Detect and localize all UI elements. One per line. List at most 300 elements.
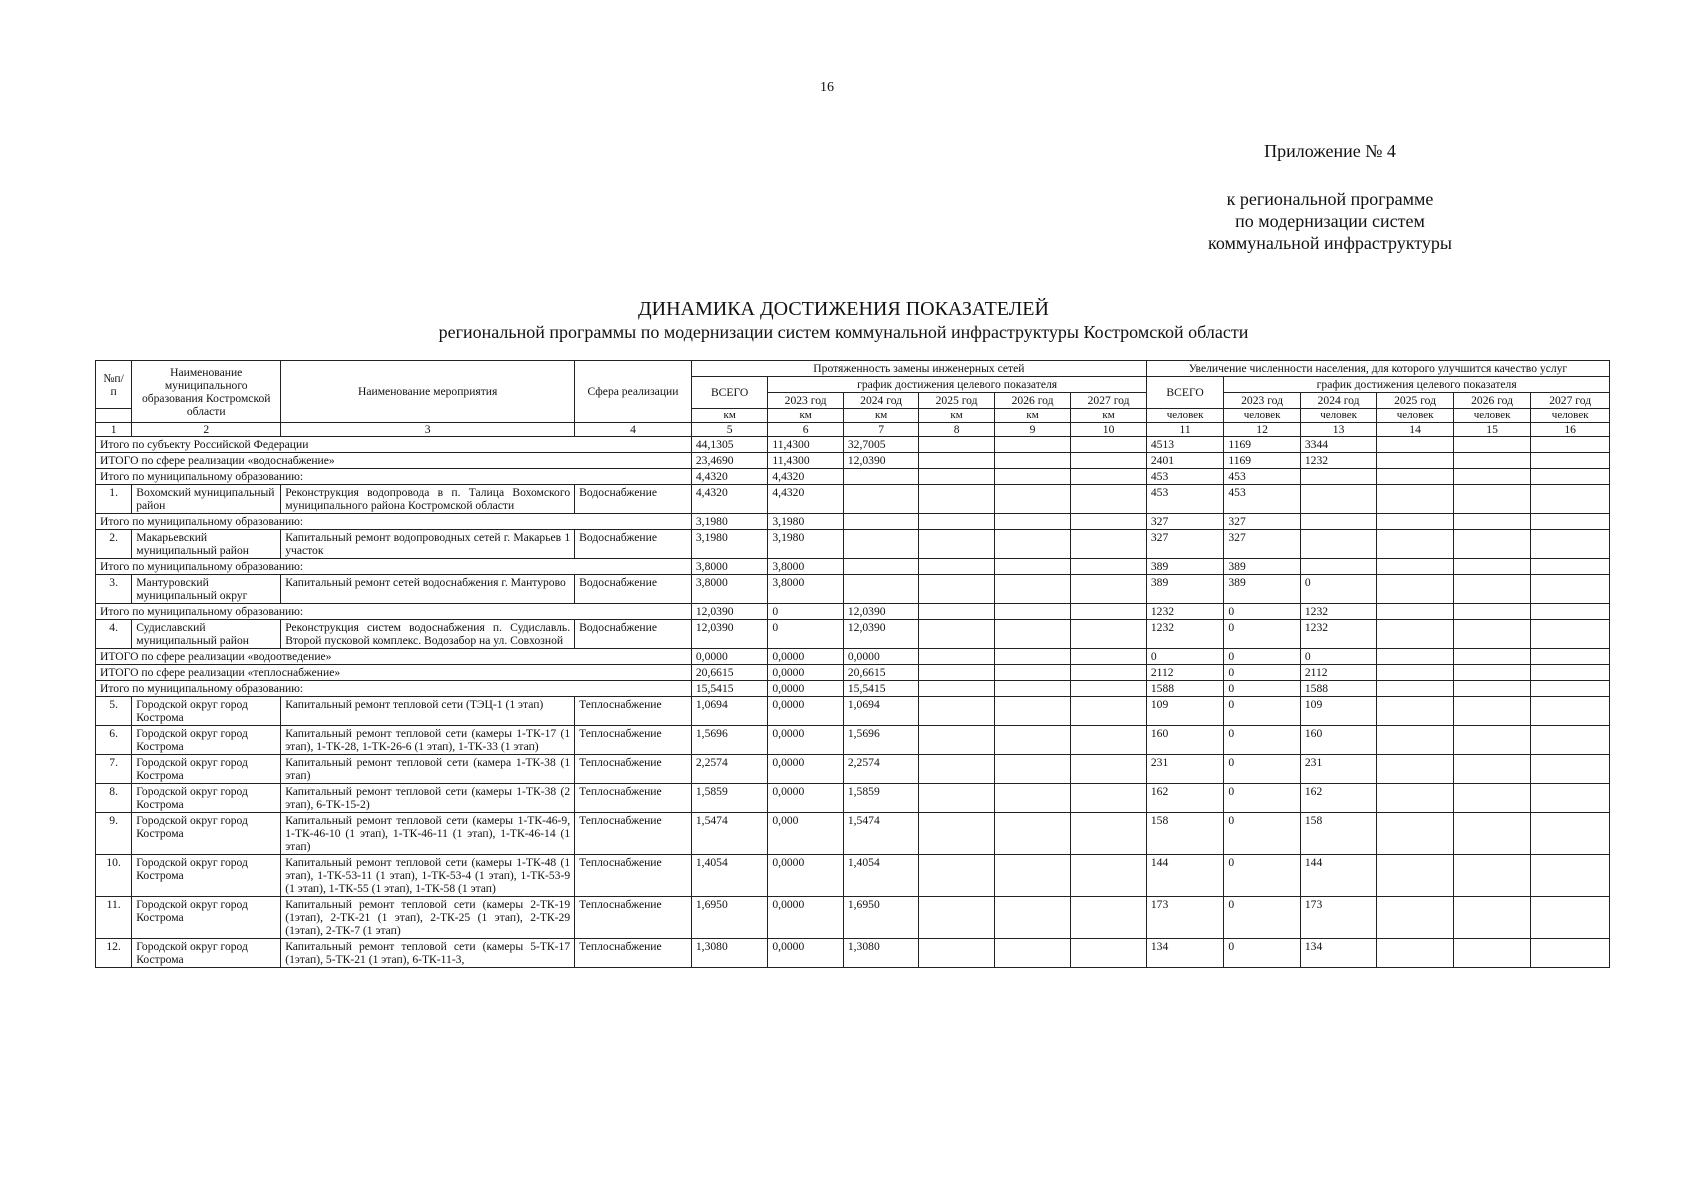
header-unit-people: человек	[1300, 409, 1377, 423]
table-row	[96, 855, 1610, 897]
row-number: 8.	[96, 784, 132, 813]
sphere-name: Теплоснабжение	[575, 697, 692, 726]
length-km-cell	[1071, 726, 1147, 755]
length-km-cell	[994, 575, 1071, 604]
document-title: ДИНАМИКА ДОСТИЖЕНИЯ ПОКАЗАТЕЛЕЙ	[638, 298, 1049, 320]
row-number: 11.	[96, 897, 132, 939]
population-cell: 1232	[1300, 620, 1377, 649]
header-unit-km: км	[691, 409, 768, 423]
event-name: Капитальный ремонт тепловой сети (камеры 1-ТК-17 (1 этап), 1-ТК-28, 1-ТК-26-6 (1 этап), 1-ТК-33 (1 этап)	[281, 726, 575, 755]
population-cell	[1377, 665, 1454, 681]
population-cell	[1531, 755, 1610, 784]
length-km-cell	[919, 620, 994, 649]
length-km-cell: 0	[768, 620, 843, 649]
length-km-cell: 1,6950	[691, 897, 768, 939]
row-number: 12.	[96, 939, 132, 968]
length-km-cell	[1071, 469, 1147, 485]
population-cell	[1377, 559, 1454, 575]
event-name: Капитальный ремонт тепловой сети (камеры 1-ТК-48 (1 этап), 1-ТК-53-11 (1 этап), 1-ТК-53-4 (1 этап), 1-ТК-53-9 (1 этап), 1-ТК-55 (1 этап), 1-ТК-58 (1 этап)	[281, 855, 575, 897]
population-cell	[1453, 469, 1531, 485]
length-km-cell: 0,0000	[768, 697, 843, 726]
total-row	[96, 604, 1610, 620]
length-km-cell	[919, 514, 994, 530]
population-cell	[1453, 620, 1531, 649]
length-km-cell: 1,0694	[691, 697, 768, 726]
population-cell: 144	[1300, 855, 1377, 897]
length-km-cell: 0,0000	[768, 649, 843, 665]
column-number: 2	[132, 423, 281, 437]
header-event: Наименование мероприятия	[281, 361, 575, 423]
total-row	[96, 453, 1610, 469]
population-cell	[1531, 697, 1610, 726]
header-unit-km: км	[768, 409, 843, 423]
table-row	[96, 755, 1610, 784]
population-cell: 144	[1146, 855, 1224, 897]
population-cell	[1377, 726, 1454, 755]
length-km-cell	[1071, 665, 1147, 681]
table-row	[96, 575, 1610, 604]
population-cell	[1531, 620, 1610, 649]
length-km-cell: 15,5415	[843, 681, 918, 697]
table-row	[96, 530, 1610, 559]
document-subtitle: региональной программы по модернизации систем коммунальной инфраструктуры Костромской области	[438, 322, 1249, 342]
header-unit-people: человек	[1531, 409, 1610, 423]
length-km-cell	[994, 681, 1071, 697]
length-km-cell	[1071, 575, 1147, 604]
population-cell	[1377, 620, 1454, 649]
population-cell	[1377, 530, 1454, 559]
population-cell: 327	[1146, 514, 1224, 530]
length-km-cell	[919, 897, 994, 939]
population-cell	[1453, 649, 1531, 665]
length-km-cell	[994, 897, 1071, 939]
population-cell: 1169	[1224, 437, 1301, 453]
population-cell: 0	[1224, 855, 1301, 897]
column-number: 4	[575, 423, 692, 437]
population-cell: 158	[1146, 813, 1224, 855]
population-cell: 0	[1300, 575, 1377, 604]
population-cell: 0	[1224, 755, 1301, 784]
population-cell	[1531, 649, 1610, 665]
total-label: ИТОГО по сфере реализации «теплоснабжение»	[96, 665, 692, 681]
column-number: 7	[843, 423, 918, 437]
population-cell: 0	[1224, 813, 1301, 855]
length-km-cell	[919, 755, 994, 784]
row-number: 2.	[96, 530, 132, 559]
length-km-cell	[919, 453, 994, 469]
length-km-cell: 11,4300	[768, 453, 843, 469]
column-number: 3	[281, 423, 575, 437]
length-km-cell	[843, 469, 918, 485]
table-row	[96, 939, 1610, 968]
column-number: 9	[994, 423, 1071, 437]
total-row	[96, 514, 1610, 530]
population-cell	[1531, 514, 1610, 530]
length-km-cell: 1,5474	[691, 813, 768, 855]
event-name: Капитальный ремонт сетей водоснабжения г. Мантурово	[281, 575, 575, 604]
table-row	[96, 697, 1610, 726]
population-cell	[1531, 726, 1610, 755]
population-cell: 160	[1146, 726, 1224, 755]
header-length-total: ВСЕГО	[691, 377, 768, 409]
population-cell	[1531, 665, 1610, 681]
population-cell: 1232	[1300, 453, 1377, 469]
header-year: 2025 год	[1377, 393, 1454, 409]
population-cell	[1453, 784, 1531, 813]
length-km-cell: 0,0000	[768, 939, 843, 968]
header-year: 2024 год	[843, 393, 918, 409]
length-km-cell: 15,5415	[691, 681, 768, 697]
population-cell	[1453, 437, 1531, 453]
row-number: 10.	[96, 855, 132, 897]
header-year: 2025 год	[919, 393, 994, 409]
population-cell: 389	[1224, 575, 1301, 604]
population-cell	[1531, 453, 1610, 469]
length-km-cell: 32,7005	[843, 437, 918, 453]
population-cell	[1377, 514, 1454, 530]
population-cell	[1531, 604, 1610, 620]
row-number: 7.	[96, 755, 132, 784]
sphere-name: Водоснабжение	[575, 530, 692, 559]
sphere-name: Водоснабжение	[575, 485, 692, 514]
length-km-cell: 12,0390	[691, 620, 768, 649]
length-km-cell	[994, 697, 1071, 726]
population-cell: 0	[1224, 649, 1301, 665]
population-cell	[1453, 514, 1531, 530]
length-km-cell	[1071, 604, 1147, 620]
appendix-line: коммунальной инфраструктуры	[1208, 233, 1452, 253]
header-unit-people: человек	[1224, 409, 1301, 423]
length-km-cell: 1,5696	[843, 726, 918, 755]
population-cell	[1377, 784, 1454, 813]
length-km-cell	[919, 855, 994, 897]
population-cell: 162	[1146, 784, 1224, 813]
length-km-cell: 0,0000	[843, 649, 918, 665]
length-km-cell: 1,3080	[843, 939, 918, 968]
length-km-cell	[1071, 620, 1147, 649]
population-cell	[1531, 813, 1610, 855]
population-cell: 0	[1224, 897, 1301, 939]
population-cell	[1531, 897, 1610, 939]
length-km-cell: 1,5474	[843, 813, 918, 855]
length-km-cell	[1071, 514, 1147, 530]
length-km-cell	[919, 726, 994, 755]
header-year: 2026 год	[994, 393, 1071, 409]
table-body	[96, 437, 1610, 968]
population-cell: 2401	[1146, 453, 1224, 469]
length-km-cell: 1,3080	[691, 939, 768, 968]
municipality-name: Городской округ город Кострома	[132, 855, 281, 897]
sphere-name: Водоснабжение	[575, 620, 692, 649]
length-km-cell: 1,5859	[843, 784, 918, 813]
sphere-name: Теплоснабжение	[575, 855, 692, 897]
table-row	[96, 897, 1610, 939]
population-cell	[1453, 681, 1531, 697]
total-label: ИТОГО по сфере реализации «водоснабжение»	[96, 453, 692, 469]
population-cell	[1377, 649, 1454, 665]
sphere-name: Теплоснабжение	[575, 784, 692, 813]
table-row	[96, 620, 1610, 649]
population-cell	[1300, 530, 1377, 559]
municipality-name: Городской округ город Кострома	[132, 697, 281, 726]
column-number: 11	[1146, 423, 1224, 437]
event-name: Капитальный ремонт тепловой сети (камеры 1-ТК-46-9, 1-ТК-46-10 (1 этап), 1-ТК-46-11 (1 этап), 1-ТК-46-14 (1 этап)	[281, 813, 575, 855]
population-cell: 453	[1224, 485, 1301, 514]
length-km-cell: 12,0390	[691, 604, 768, 620]
length-km-cell: 3,8000	[768, 575, 843, 604]
length-km-cell	[919, 784, 994, 813]
length-km-cell	[994, 726, 1071, 755]
row-number: 4.	[96, 620, 132, 649]
header-population-total: ВСЕГО	[1146, 377, 1224, 409]
header-year: 2023 год	[768, 393, 843, 409]
length-km-cell: 0	[768, 604, 843, 620]
length-km-cell: 3,1980	[691, 530, 768, 559]
population-cell	[1531, 437, 1610, 453]
event-name: Реконструкция водопровода в п. Талица Вохомского муниципального района Костромской области	[281, 485, 575, 514]
population-cell	[1453, 855, 1531, 897]
length-km-cell	[843, 485, 918, 514]
population-cell	[1453, 726, 1531, 755]
length-km-cell: 0,0000	[768, 726, 843, 755]
length-km-cell	[919, 604, 994, 620]
population-cell: 1169	[1224, 453, 1301, 469]
length-km-cell	[1071, 855, 1147, 897]
table-row	[96, 784, 1610, 813]
population-cell	[1377, 855, 1454, 897]
page-number: 16	[820, 80, 834, 95]
population-cell	[1377, 681, 1454, 697]
population-cell	[1300, 559, 1377, 575]
sphere-name: Водоснабжение	[575, 575, 692, 604]
header-unit-km: км	[1071, 409, 1147, 423]
length-km-cell	[1071, 681, 1147, 697]
length-km-cell	[1071, 755, 1147, 784]
length-km-cell: 23,4690	[691, 453, 768, 469]
length-km-cell: 2,2574	[843, 755, 918, 784]
length-km-cell	[1071, 453, 1147, 469]
header-municipality: Наименование муниципального образования Костромской области	[132, 361, 281, 423]
municipality-name: Городской округ город Кострома	[132, 784, 281, 813]
population-cell	[1377, 604, 1454, 620]
population-cell: 453	[1224, 469, 1301, 485]
length-km-cell	[994, 514, 1071, 530]
length-km-cell: 4,4320	[768, 469, 843, 485]
total-label: ИТОГО по сфере реализации «водоотведение»	[96, 649, 692, 665]
length-km-cell	[919, 437, 994, 453]
header-length-schedule: график достижения целевого показателя	[768, 377, 1146, 393]
length-km-cell	[1071, 649, 1147, 665]
population-cell: 327	[1224, 514, 1301, 530]
length-km-cell	[994, 485, 1071, 514]
population-cell	[1531, 485, 1610, 514]
length-km-cell	[1071, 784, 1147, 813]
population-cell	[1377, 575, 1454, 604]
population-cell: 0	[1146, 649, 1224, 665]
total-label: Итого по муниципальному образованию:	[96, 559, 692, 575]
column-number: 6	[768, 423, 843, 437]
population-cell: 2112	[1300, 665, 1377, 681]
population-cell	[1453, 559, 1531, 575]
header-year: 2024 год	[1300, 393, 1377, 409]
length-km-cell: 0,0000	[691, 649, 768, 665]
column-number: 5	[691, 423, 768, 437]
length-km-cell: 3,8000	[768, 559, 843, 575]
population-cell	[1453, 575, 1531, 604]
length-km-cell: 3,8000	[691, 575, 768, 604]
length-km-cell	[919, 469, 994, 485]
header-sphere: Сфера реализации	[575, 361, 692, 423]
population-cell: 162	[1300, 784, 1377, 813]
header-year: 2026 год	[1453, 393, 1531, 409]
population-cell: 1232	[1146, 620, 1224, 649]
event-name: Капитальный ремонт тепловой сети (камеры 5-ТК-17 (1этап), 5-ТК-21 (1 этап), 6-ТК-11-3,	[281, 939, 575, 968]
appendix-line: к региональной программе	[1226, 189, 1434, 209]
population-cell	[1531, 559, 1610, 575]
header-unit-km: км	[919, 409, 994, 423]
population-cell	[1377, 813, 1454, 855]
population-cell: 0	[1224, 697, 1301, 726]
length-km-cell	[994, 649, 1071, 665]
length-km-cell	[919, 681, 994, 697]
header-year: 2027 год	[1071, 393, 1147, 409]
appendix-line: по модернизации систем	[1235, 211, 1425, 231]
length-km-cell: 12,0390	[843, 604, 918, 620]
total-row	[96, 649, 1610, 665]
appendix-title: Приложение № 4	[1264, 141, 1396, 161]
population-cell	[1453, 697, 1531, 726]
event-name: Капитальный ремонт тепловой сети (камера 1-ТК-38 (1 этап)	[281, 755, 575, 784]
length-km-cell: 0,0000	[768, 855, 843, 897]
length-km-cell	[994, 784, 1071, 813]
population-cell: 1588	[1300, 681, 1377, 697]
population-cell	[1453, 453, 1531, 469]
length-km-cell	[994, 559, 1071, 575]
population-cell: 0	[1300, 649, 1377, 665]
column-number-row	[96, 423, 1610, 437]
column-number: 12	[1224, 423, 1301, 437]
population-cell	[1453, 665, 1531, 681]
municipality-name: Мантуровский муниципальный округ	[132, 575, 281, 604]
population-cell	[1377, 469, 1454, 485]
header-num: №п/ п	[96, 361, 132, 409]
population-cell	[1453, 604, 1531, 620]
municipality-name: Судиславский муниципальный район	[132, 620, 281, 649]
header-unit-empty	[96, 409, 132, 423]
sphere-name: Теплоснабжение	[575, 813, 692, 855]
sphere-name: Теплоснабжение	[575, 939, 692, 968]
total-label: Итого по муниципальному образованию:	[96, 469, 692, 485]
length-km-cell	[994, 530, 1071, 559]
header-length-group: Протяженность замены инженерных сетей	[691, 361, 1146, 377]
population-cell: 109	[1300, 697, 1377, 726]
population-cell	[1453, 485, 1531, 514]
length-km-cell	[994, 939, 1071, 968]
total-row	[96, 469, 1610, 485]
population-cell: 231	[1146, 755, 1224, 784]
population-cell: 327	[1146, 530, 1224, 559]
population-cell: 389	[1146, 559, 1224, 575]
population-cell: 453	[1146, 485, 1224, 514]
sphere-name: Теплоснабжение	[575, 755, 692, 784]
population-cell	[1453, 813, 1531, 855]
header-unit-people: человек	[1146, 409, 1224, 423]
header-unit-km: км	[994, 409, 1071, 423]
header-unit-people: человек	[1453, 409, 1531, 423]
length-km-cell: 4,4320	[768, 485, 843, 514]
total-label: Итого по муниципальному образованию:	[96, 681, 692, 697]
total-row	[96, 665, 1610, 681]
length-km-cell: 20,6615	[691, 665, 768, 681]
population-cell	[1531, 530, 1610, 559]
length-km-cell	[994, 855, 1071, 897]
population-cell: 0	[1224, 939, 1301, 968]
population-cell: 134	[1300, 939, 1377, 968]
length-km-cell	[994, 437, 1071, 453]
length-km-cell: 44,1305	[691, 437, 768, 453]
population-cell	[1300, 514, 1377, 530]
population-cell	[1531, 469, 1610, 485]
population-cell: 4513	[1146, 437, 1224, 453]
length-km-cell: 0,0000	[768, 755, 843, 784]
length-km-cell	[919, 575, 994, 604]
length-km-cell	[919, 939, 994, 968]
length-km-cell	[994, 813, 1071, 855]
length-km-cell: 0,000	[768, 813, 843, 855]
population-cell: 0	[1224, 620, 1301, 649]
length-km-cell: 1,5696	[691, 726, 768, 755]
column-number: 1	[96, 423, 132, 437]
population-cell	[1377, 485, 1454, 514]
population-cell	[1531, 575, 1610, 604]
population-cell	[1377, 453, 1454, 469]
length-km-cell	[1071, 485, 1147, 514]
length-km-cell	[919, 530, 994, 559]
population-cell: 158	[1300, 813, 1377, 855]
total-row	[96, 559, 1610, 575]
length-km-cell	[1071, 437, 1147, 453]
population-cell: 109	[1146, 697, 1224, 726]
population-cell: 2112	[1146, 665, 1224, 681]
population-cell: 453	[1146, 469, 1224, 485]
column-number: 13	[1300, 423, 1377, 437]
population-cell	[1377, 939, 1454, 968]
population-cell	[1453, 897, 1531, 939]
length-km-cell: 1,4054	[691, 855, 768, 897]
table-row	[96, 726, 1610, 755]
population-cell: 0	[1224, 604, 1301, 620]
table-row	[96, 485, 1610, 514]
event-name: Реконструкция систем водоснабжения п. Судиславль. Второй пусковой комплекс. Водозабор на ул. Совхозной	[281, 620, 575, 649]
length-km-cell: 3,1980	[768, 514, 843, 530]
total-row	[96, 437, 1610, 453]
row-number: 3.	[96, 575, 132, 604]
population-cell	[1300, 485, 1377, 514]
population-cell	[1531, 681, 1610, 697]
municipality-name: Городской округ город Кострома	[132, 755, 281, 784]
population-cell	[1453, 530, 1531, 559]
population-cell	[1531, 939, 1610, 968]
population-cell	[1453, 755, 1531, 784]
total-label: Итого по муниципальному образованию:	[96, 514, 692, 530]
population-cell	[1300, 469, 1377, 485]
event-name: Капитальный ремонт тепловой сети (камеры 2-ТК-19 (1этап), 2-ТК-21 (1 этап), 2-ТК-25 (1 этап), 2-ТК-29 (1этап), 2-ТК-7 (1 этап)	[281, 897, 575, 939]
length-km-cell: 3,1980	[691, 514, 768, 530]
event-name: Капитальный ремонт тепловой сети (камеры 1-ТК-38 (2 этап), 6-ТК-15-2)	[281, 784, 575, 813]
population-cell	[1531, 784, 1610, 813]
length-km-cell	[919, 485, 994, 514]
header-population-group: Увеличение численности населения, для которого улучшится качество услуг	[1146, 361, 1609, 377]
